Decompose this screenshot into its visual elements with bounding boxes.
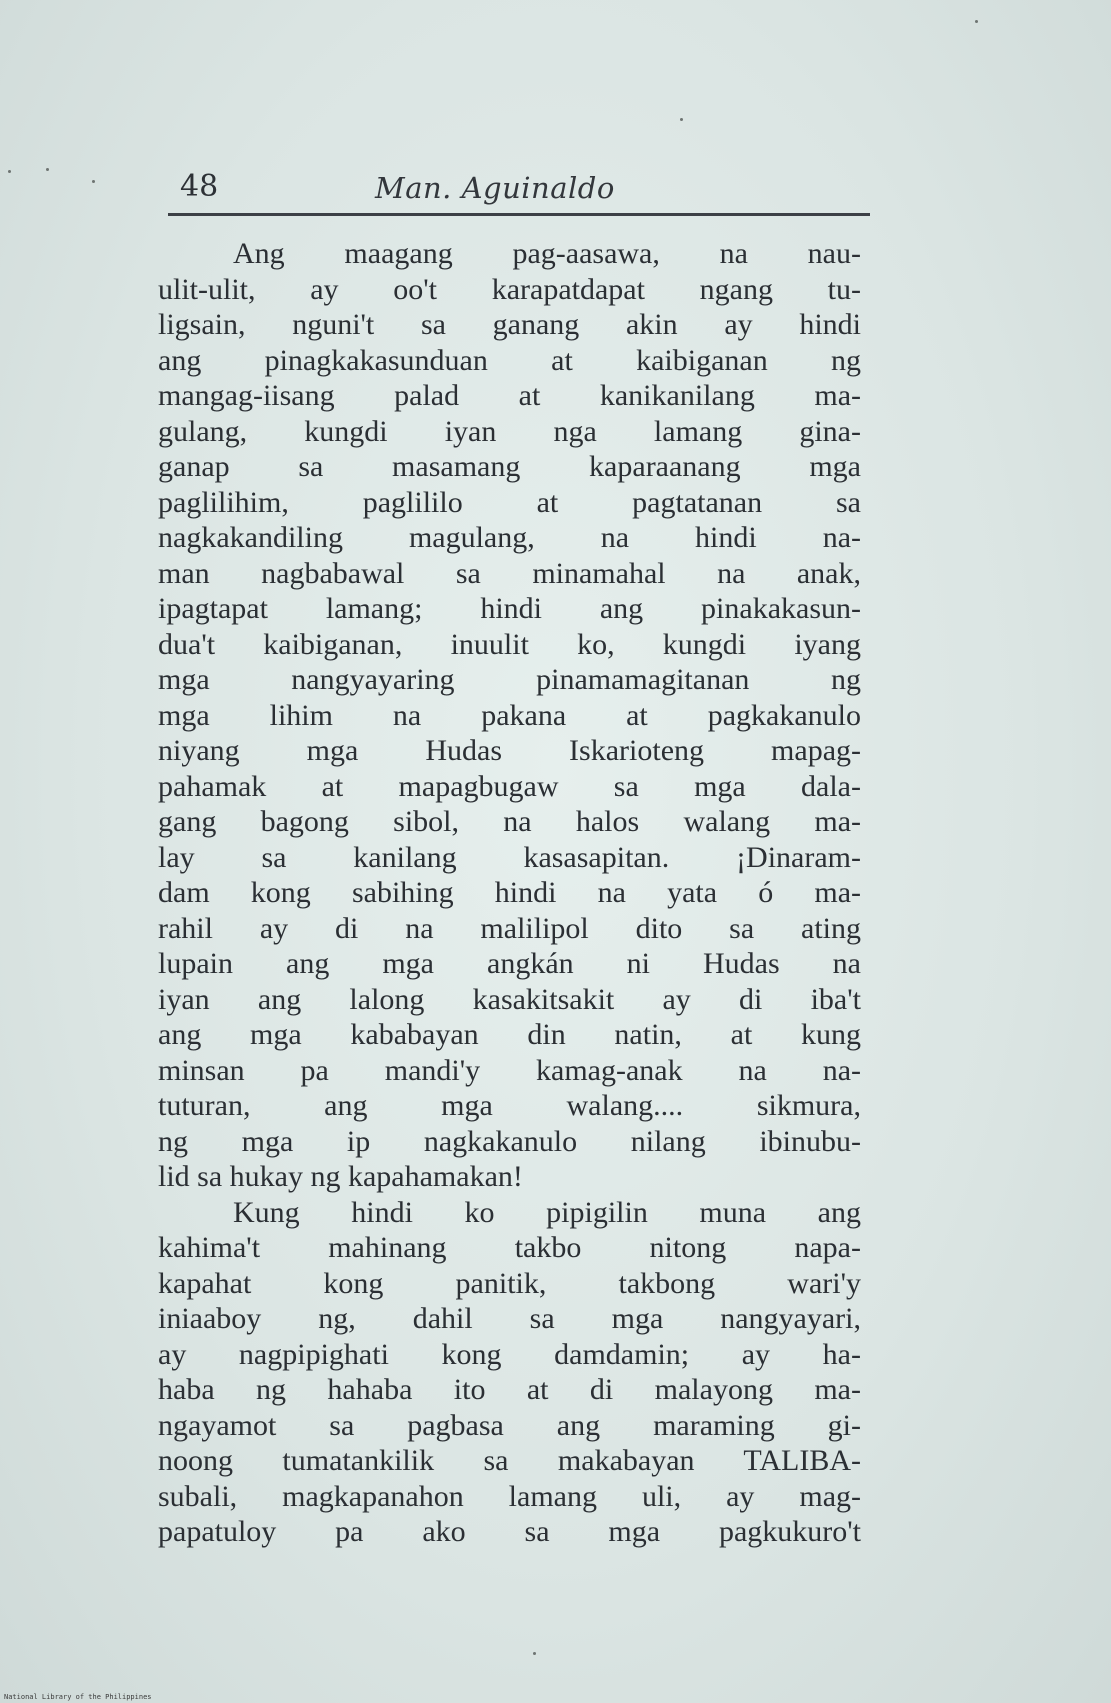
text-line: ligsain, nguni't sa ganang akin ay hindi	[158, 308, 861, 341]
text-line: kapahat kong panitik, takbong wari'y	[158, 1266, 861, 1300]
text-line: mga nangyayaring pinamamagitanan ng	[158, 663, 861, 696]
text-line: ulit-ulit, ay oo't karapatdapat ngang tu-	[158, 272, 861, 306]
text-line: rahil ay di na malilipol dito sa ating	[158, 911, 861, 945]
text-line: ay nagpipighati kong damdamin; ay ha-	[158, 1337, 861, 1371]
text-line: mangag-iisang palad at kanikanilang ma-	[158, 379, 861, 412]
text-line: lupain ang mga angkán ni Hudas na	[158, 947, 861, 980]
text-line: nagkakandiling magulang, na hindi na-	[158, 521, 861, 554]
text-line: dua't kaibiganan, inuulit ko, kungdi iyang	[158, 627, 861, 661]
text-line: paglilihim, paglililo at pagtatanan sa	[158, 485, 861, 519]
text-line: ganap sa masamang kaparaanang mga	[158, 450, 861, 483]
text-line: ang mga kababayan din natin, at kung	[158, 1018, 861, 1051]
text-line: niyang mga Hudas Iskarioteng mapag-	[158, 734, 861, 767]
body-text	[158, 236, 861, 1550]
paper-speck	[46, 168, 49, 171]
text-line: ng mga ip nagkakanulo nilang ibinubu-	[158, 1124, 861, 1158]
text-line: lay sa kanilang kasasapitan. ¡Dinaram-	[158, 840, 861, 874]
text-line: ang pinagkakasunduan at kaibiganan ng	[158, 343, 861, 377]
paper-speck	[533, 1652, 536, 1655]
text-line: pahamak at mapagbugaw sa mga dala-	[158, 769, 861, 803]
text-line: subali, magkapanahon lamang uli, ay mag-	[158, 1479, 861, 1513]
header-rule	[168, 213, 870, 216]
text-line: ipagtapat lamang; hindi ang pinakakasun-	[158, 592, 861, 625]
running-head: Man. Aguinaldo	[375, 171, 615, 205]
text-line: Kung hindi ko pipigilin muna ang	[233, 1195, 861, 1229]
text-line: lid sa hukay ng kapahamakan!	[158, 1160, 523, 1193]
text-line: man nagbabawal sa minamahal na anak,	[158, 556, 861, 590]
paper-speck	[8, 170, 11, 173]
text-line: dam kong sabihing hindi na yata ó ma-	[158, 876, 861, 909]
paper-speck	[680, 118, 683, 121]
page-header	[175, 165, 870, 215]
text-line: minsan pa mandi'y kamag-anak na na-	[158, 1053, 861, 1087]
text-line: papatuloy pa ako sa mga pagkukuro't	[158, 1515, 861, 1548]
page-number: 48	[180, 169, 219, 204]
text-line: mga lihim na pakana at pagkakanulo	[158, 698, 861, 732]
text-line: haba ng hahaba ito at di malayong ma-	[158, 1373, 861, 1406]
text-line: Ang maagang pag-aasawa, na nau-	[233, 237, 861, 270]
text-line: iyan ang lalong kasakitsakit ay di iba't	[158, 982, 861, 1016]
library-credit: National Library of the Philippines	[4, 1693, 152, 1701]
paper-speck	[92, 180, 95, 183]
text-line: iniaaboy ng, dahil sa mga nangyayari,	[158, 1302, 861, 1335]
text-line: gulang, kungdi iyan nga lamang gina-	[158, 414, 861, 448]
text-line: ngayamot sa pagbasa ang maraming gi-	[158, 1408, 861, 1442]
text-line: tuturan, ang mga walang.... sikmura,	[158, 1089, 861, 1122]
text-line: kahima't mahinang takbo nitong napa-	[158, 1231, 861, 1264]
paper-speck	[975, 20, 978, 23]
text-line: noong tumatankilik sa makabayan TALIBA-	[158, 1444, 861, 1477]
text-line: gang bagong sibol, na halos walang ma-	[158, 805, 861, 838]
